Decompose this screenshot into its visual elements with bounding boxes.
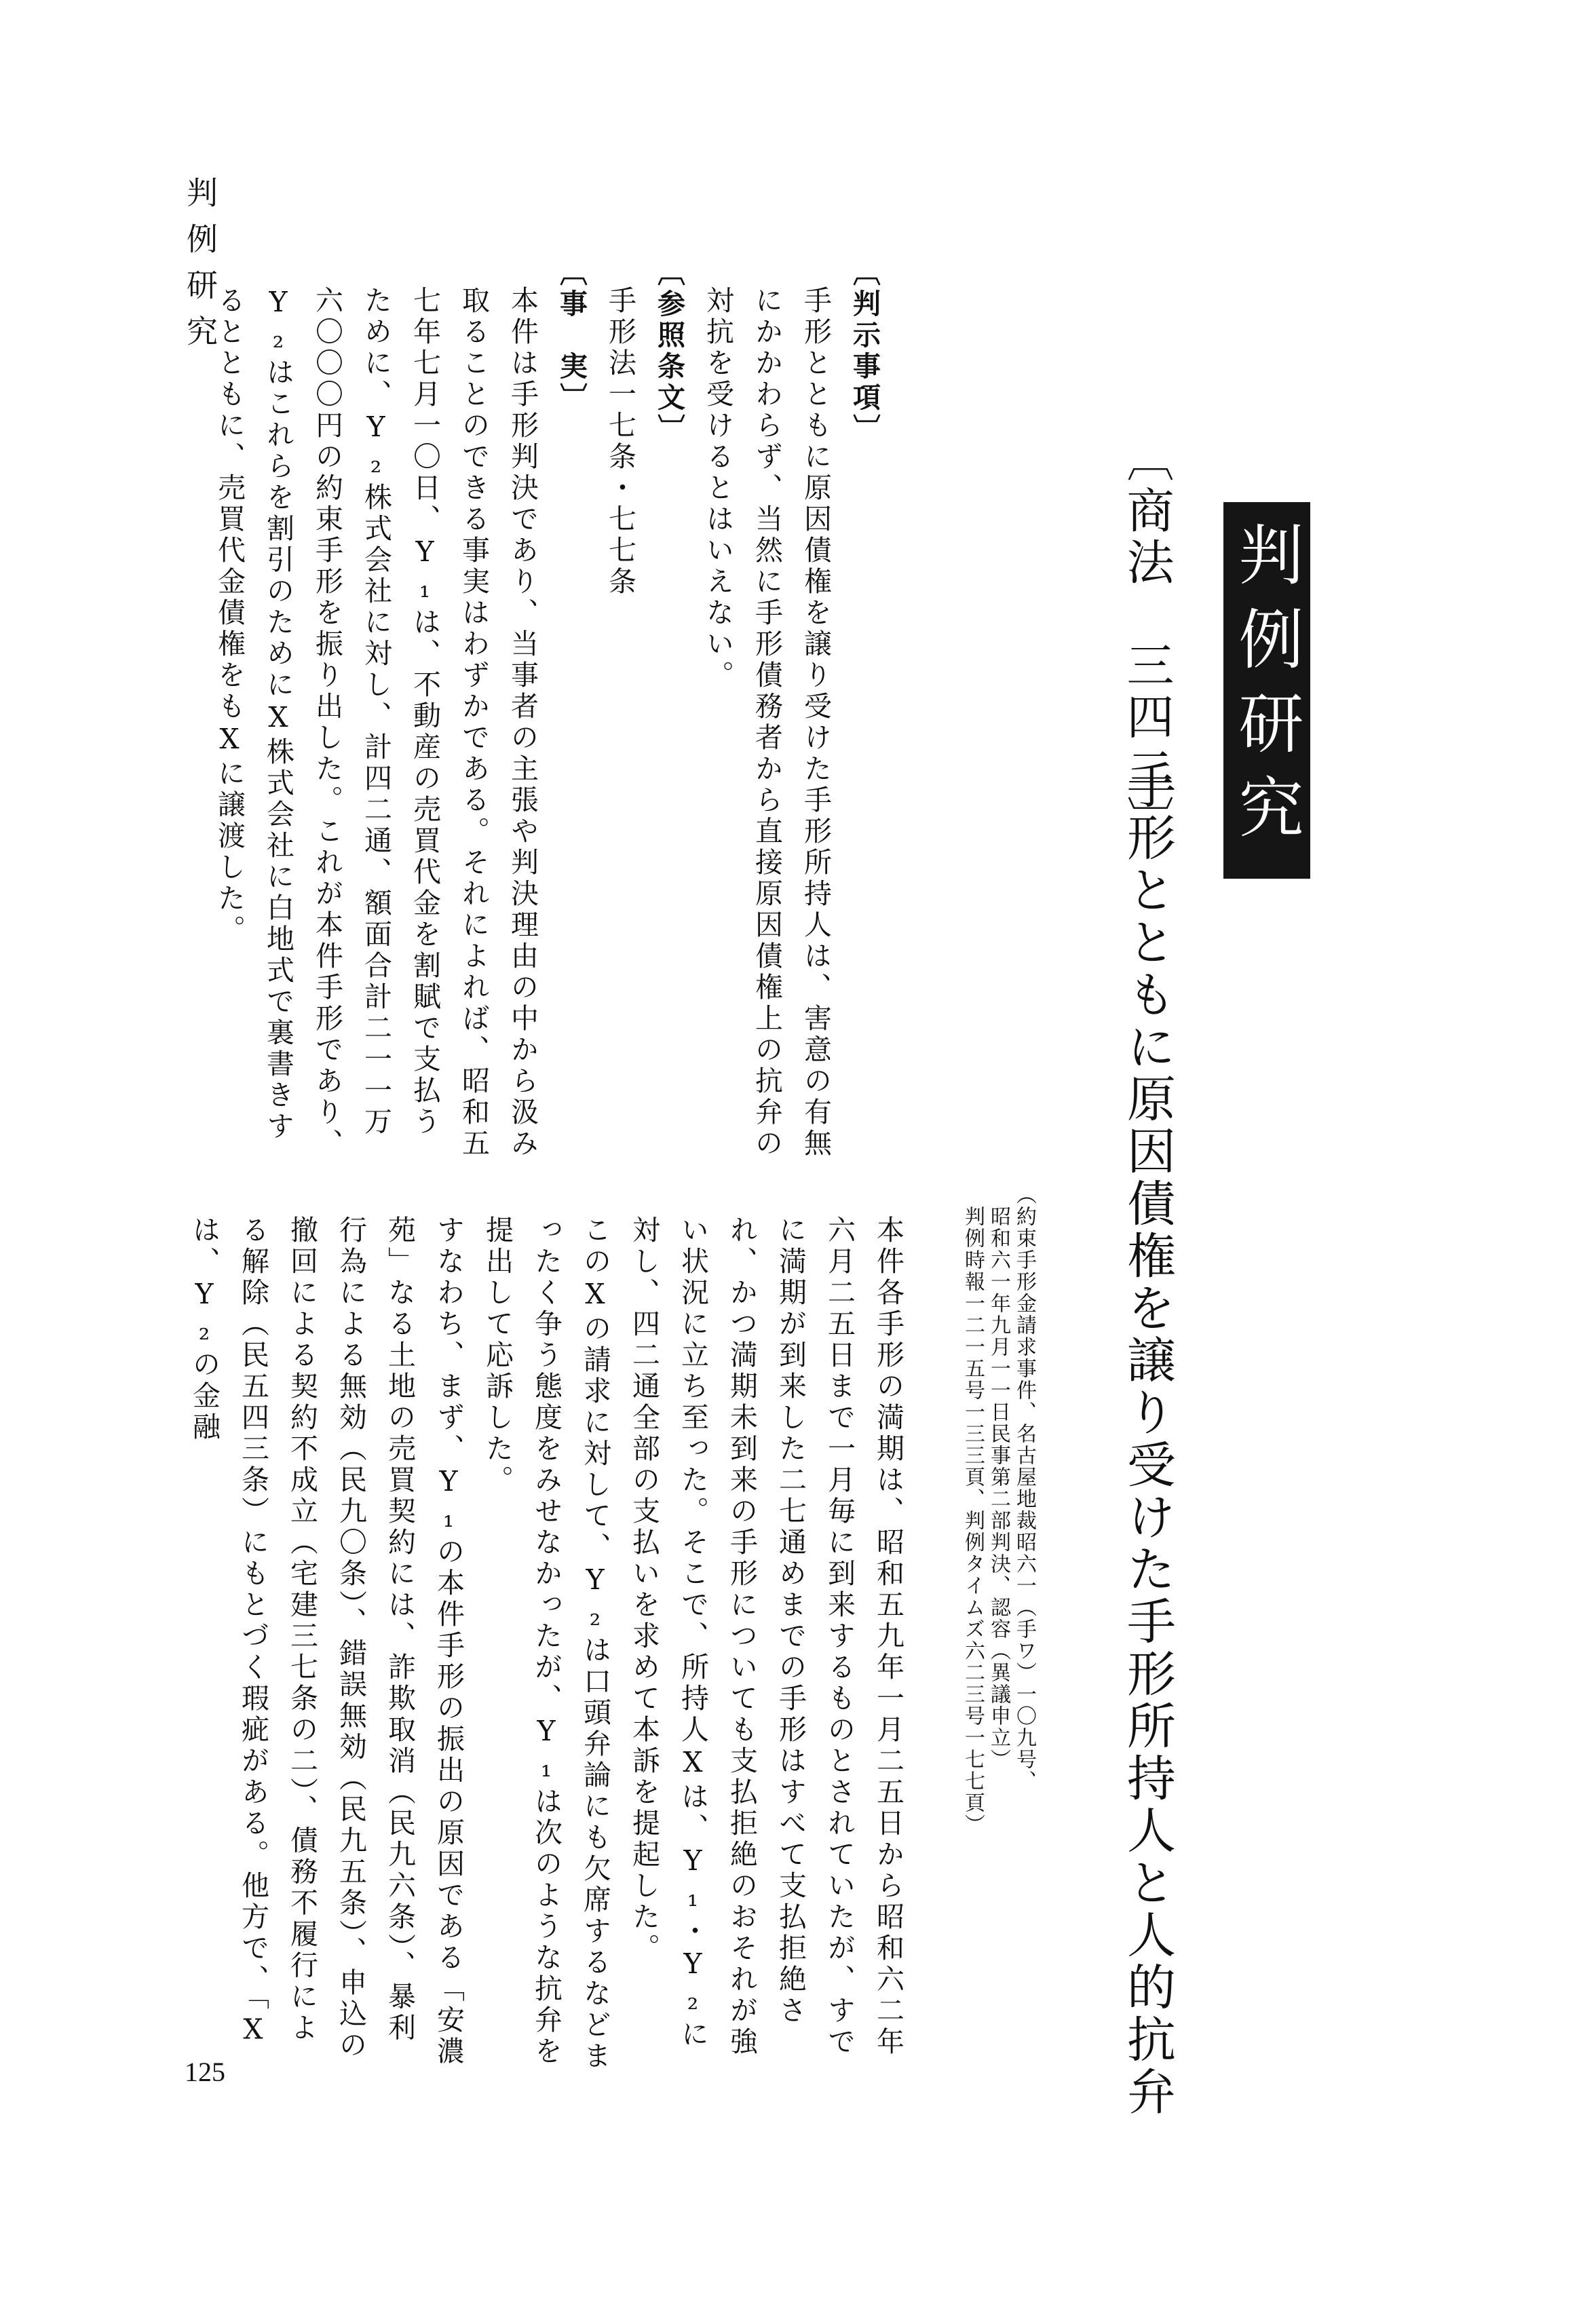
facts-text: 本件は手形判決であり、当事者の主張や判決理由の中から汲み取ることのできる事実はわずかである。それによれば、昭和五七年七月一〇日、Y₁は、不動産の売買代金を割賦で支払うために、Y₂株式会社に対し、計四二通、額面合計二一一万六〇〇〇円の約束手形を振り出した。これが本件手形であり、Y₂はこれらを割引のためにX株式会社に白地式で裏書きするとともに、売買代金債権をもXに譲渡した。 (213, 286, 539, 1160)
citation (959, 1184, 1037, 2324)
title-box-text: 判例研究 (1228, 521, 1304, 858)
reference-text: 手形法一七条・七七条 (604, 286, 636, 598)
page-number: 125 (185, 2057, 225, 2087)
running-head: 判例研究 (182, 176, 218, 361)
reference-heading: 〔参照条文〕 (653, 258, 685, 445)
facts-heading: 〔事 実〕 (555, 258, 588, 414)
case-number: 〔商法 三四二〕 (1119, 434, 1175, 847)
citation-line: 判例時報一二一五号一三三頁、判例タイムズ六二三号一七七頁） (961, 1184, 985, 1835)
citation-line: （約束手形金請求事件、名古屋地裁昭六一（手ワ）一〇九号、 (1012, 1184, 1036, 1792)
body-column-right (183, 1187, 913, 2073)
citation-line: 昭和六一年九月一一日民事第二部判決、認容（異議申立） (987, 1184, 1010, 1770)
facts-paragraph-2: このXの請求に対して、Y₂は口頭弁論にも欠席するなどまったく争う態度をみせなかったが、Y₁は次のような抗弁を提出して応訴した。 (481, 1215, 611, 2072)
facts-paragraph-3: すなわち、まず、Y₁の本件手形の振出の原因である「安濃苑」なる土地の売買契約には、詐欺取消（民九六条）、暴利行為による無効（民九〇条）、錯誤無効（民九五条）、申込の撤回による契約不成立（宅建三七条の二）、債務不履行による解除（民五四三条）にもとづく瑕疵がある。他方で、「Xは、Y₂の金融 (188, 1215, 465, 2068)
body-column-left (183, 258, 889, 1167)
title-box (1223, 502, 1310, 879)
holding-heading: 〔判示事項〕 (848, 258, 881, 445)
facts-paragraph-1: 本件各手形の満期は、昭和五九年一月二五日から昭和六二年六月二五日まで一月毎に到来するものとされていたが、すでに満期が到来した二七通めまでの手形はすべて支払拒絶され、かつ満期未到来の手形についても支払拒絶のおそれが強い状況に立ち至った。そこで、所持人Xは、Y₁・Y₂に対し、四二通全部の支払いを求めて本訴を提起した。 (628, 1215, 904, 2058)
holding-text: 手形とともに原因債権を譲り受けた手形所持人は、害意の有無にかかわらず、当然に手形債務者から直接原因債権上の抗弁の対抗を受けるとはいえない。 (702, 286, 832, 1160)
case-title: 手形とともに原因債権を譲り受けた手形所持人と人的抗弁 (1119, 760, 1176, 2118)
